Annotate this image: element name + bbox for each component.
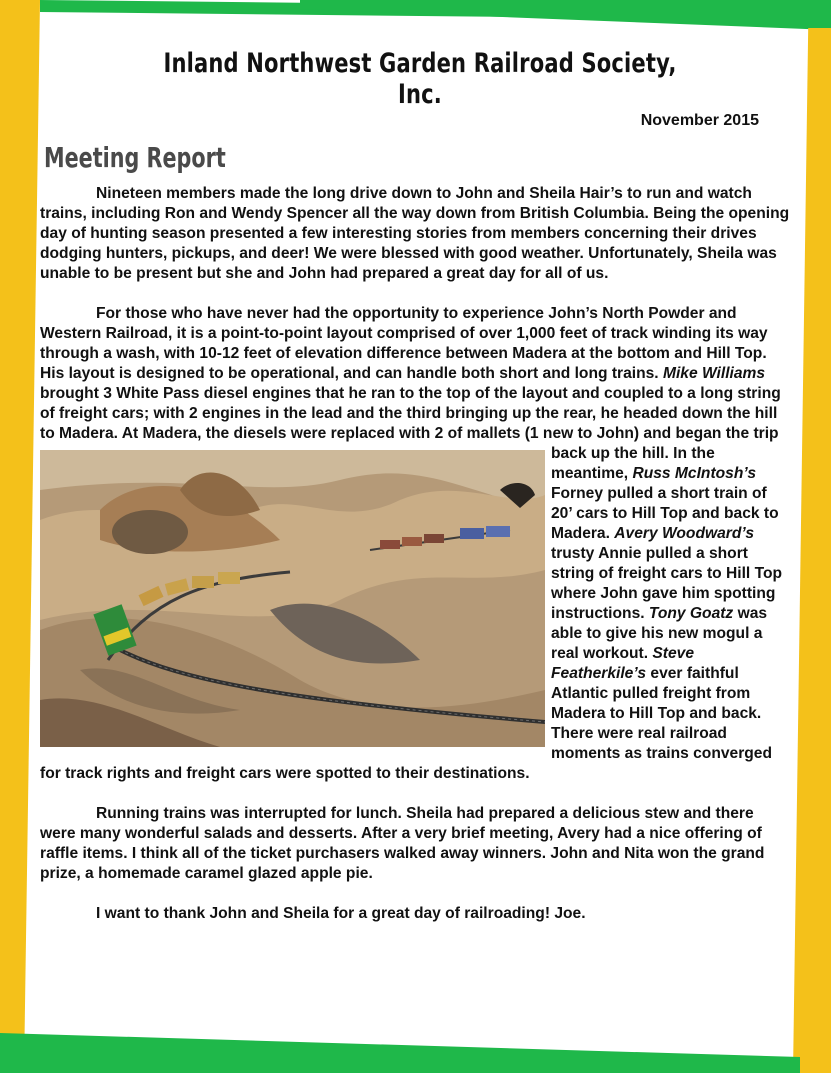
name-mike-williams: Mike Williams (662, 365, 766, 382)
p2-text-b: brought 3 White Pass diesel engines that he ran to the top of the layout and coupled to a long string of freight cars; with 2 engines in the lead and the third bringing up the rear, he headed down the hill to Madera. At Madera, the diesels were replaced with 2 of (40, 385, 781, 442)
p2-text-f: was able to give his new mogul a real workout. (551, 605, 768, 662)
name-avery-woodward: Avery Woodward’s (614, 525, 755, 542)
p2-text-c: mallets (1 new to John) and began the trip back up the hill. In the meantime, (466, 425, 779, 482)
paragraph-2 (40, 304, 790, 784)
p2-text-d: Forney pulled a short train of 20’ cars to Hill Top and back to Madera. (551, 485, 779, 542)
name-russ-mcintosh: Russ McIntosh’s (632, 465, 757, 482)
newsletter-date: November 2015 (640, 112, 759, 129)
paragraph-3: Running trains was interrupted for lunch. Sheila had prepared a delicious stew and there were many wonderful salads and desserts. After a very brief meeting, Avery had a nice offering of raffle items. I think all of the ticket purchasers walked away winners. John and Nita won the grand prize, a homemade caramel glazed apple pie. (40, 805, 765, 882)
left-yellow-border (0, 0, 40, 1073)
right-yellow-border (793, 28, 831, 1073)
paragraph-1: Nineteen members made the long drive down to John and Sheila Hair’s to run and watch trains, including Ron and Wendy Spencer all the way down from British Columbia. Being the opening day of hunting season presented a few interesting stories from members concerning their drives dodging hunters, pickups, and deer! We were blessed with good weather. Unfortunately, Sheila was unable to be present but she and John had prepared a great day for all of us. (40, 185, 790, 282)
article-body (40, 184, 790, 944)
society-title: Inland Northwest Garden Railroad Society, Inc. (163, 48, 677, 110)
p2-text-g: ever faithful Atlantic pulled freight from Madera to Hill Top and back. There were real railroad moments as trains converged for track rights and freight cars were spotted to their destinations. (40, 665, 772, 782)
article-heading: Meeting Report (44, 141, 226, 174)
name-steve-featherkile: Steve Featherkile’s (551, 645, 695, 682)
p2-text-a: For those who have never had the opportunity to experience John’s North Powder and Western Railroad, it is a point-to-point layout comprised of over 1,000 feet of track winding its way through a wash, with 10-12 feet of elevation difference between Madera at the bottom and Hill Top. His layout is designed to be operational, and can handle both short and long trains. (40, 305, 768, 382)
train-layout-photo (40, 450, 545, 747)
paragraph-4: I want to thank John and Sheila for a great day of railroading! Joe. (96, 905, 586, 922)
name-tony-goatz: Tony Goatz (648, 605, 734, 622)
p2-text-e: trusty Annie pulled a short string of freight cars to Hill Top where John gave him spotting instructions. (551, 545, 783, 622)
bottom-green-border (0, 1033, 800, 1073)
